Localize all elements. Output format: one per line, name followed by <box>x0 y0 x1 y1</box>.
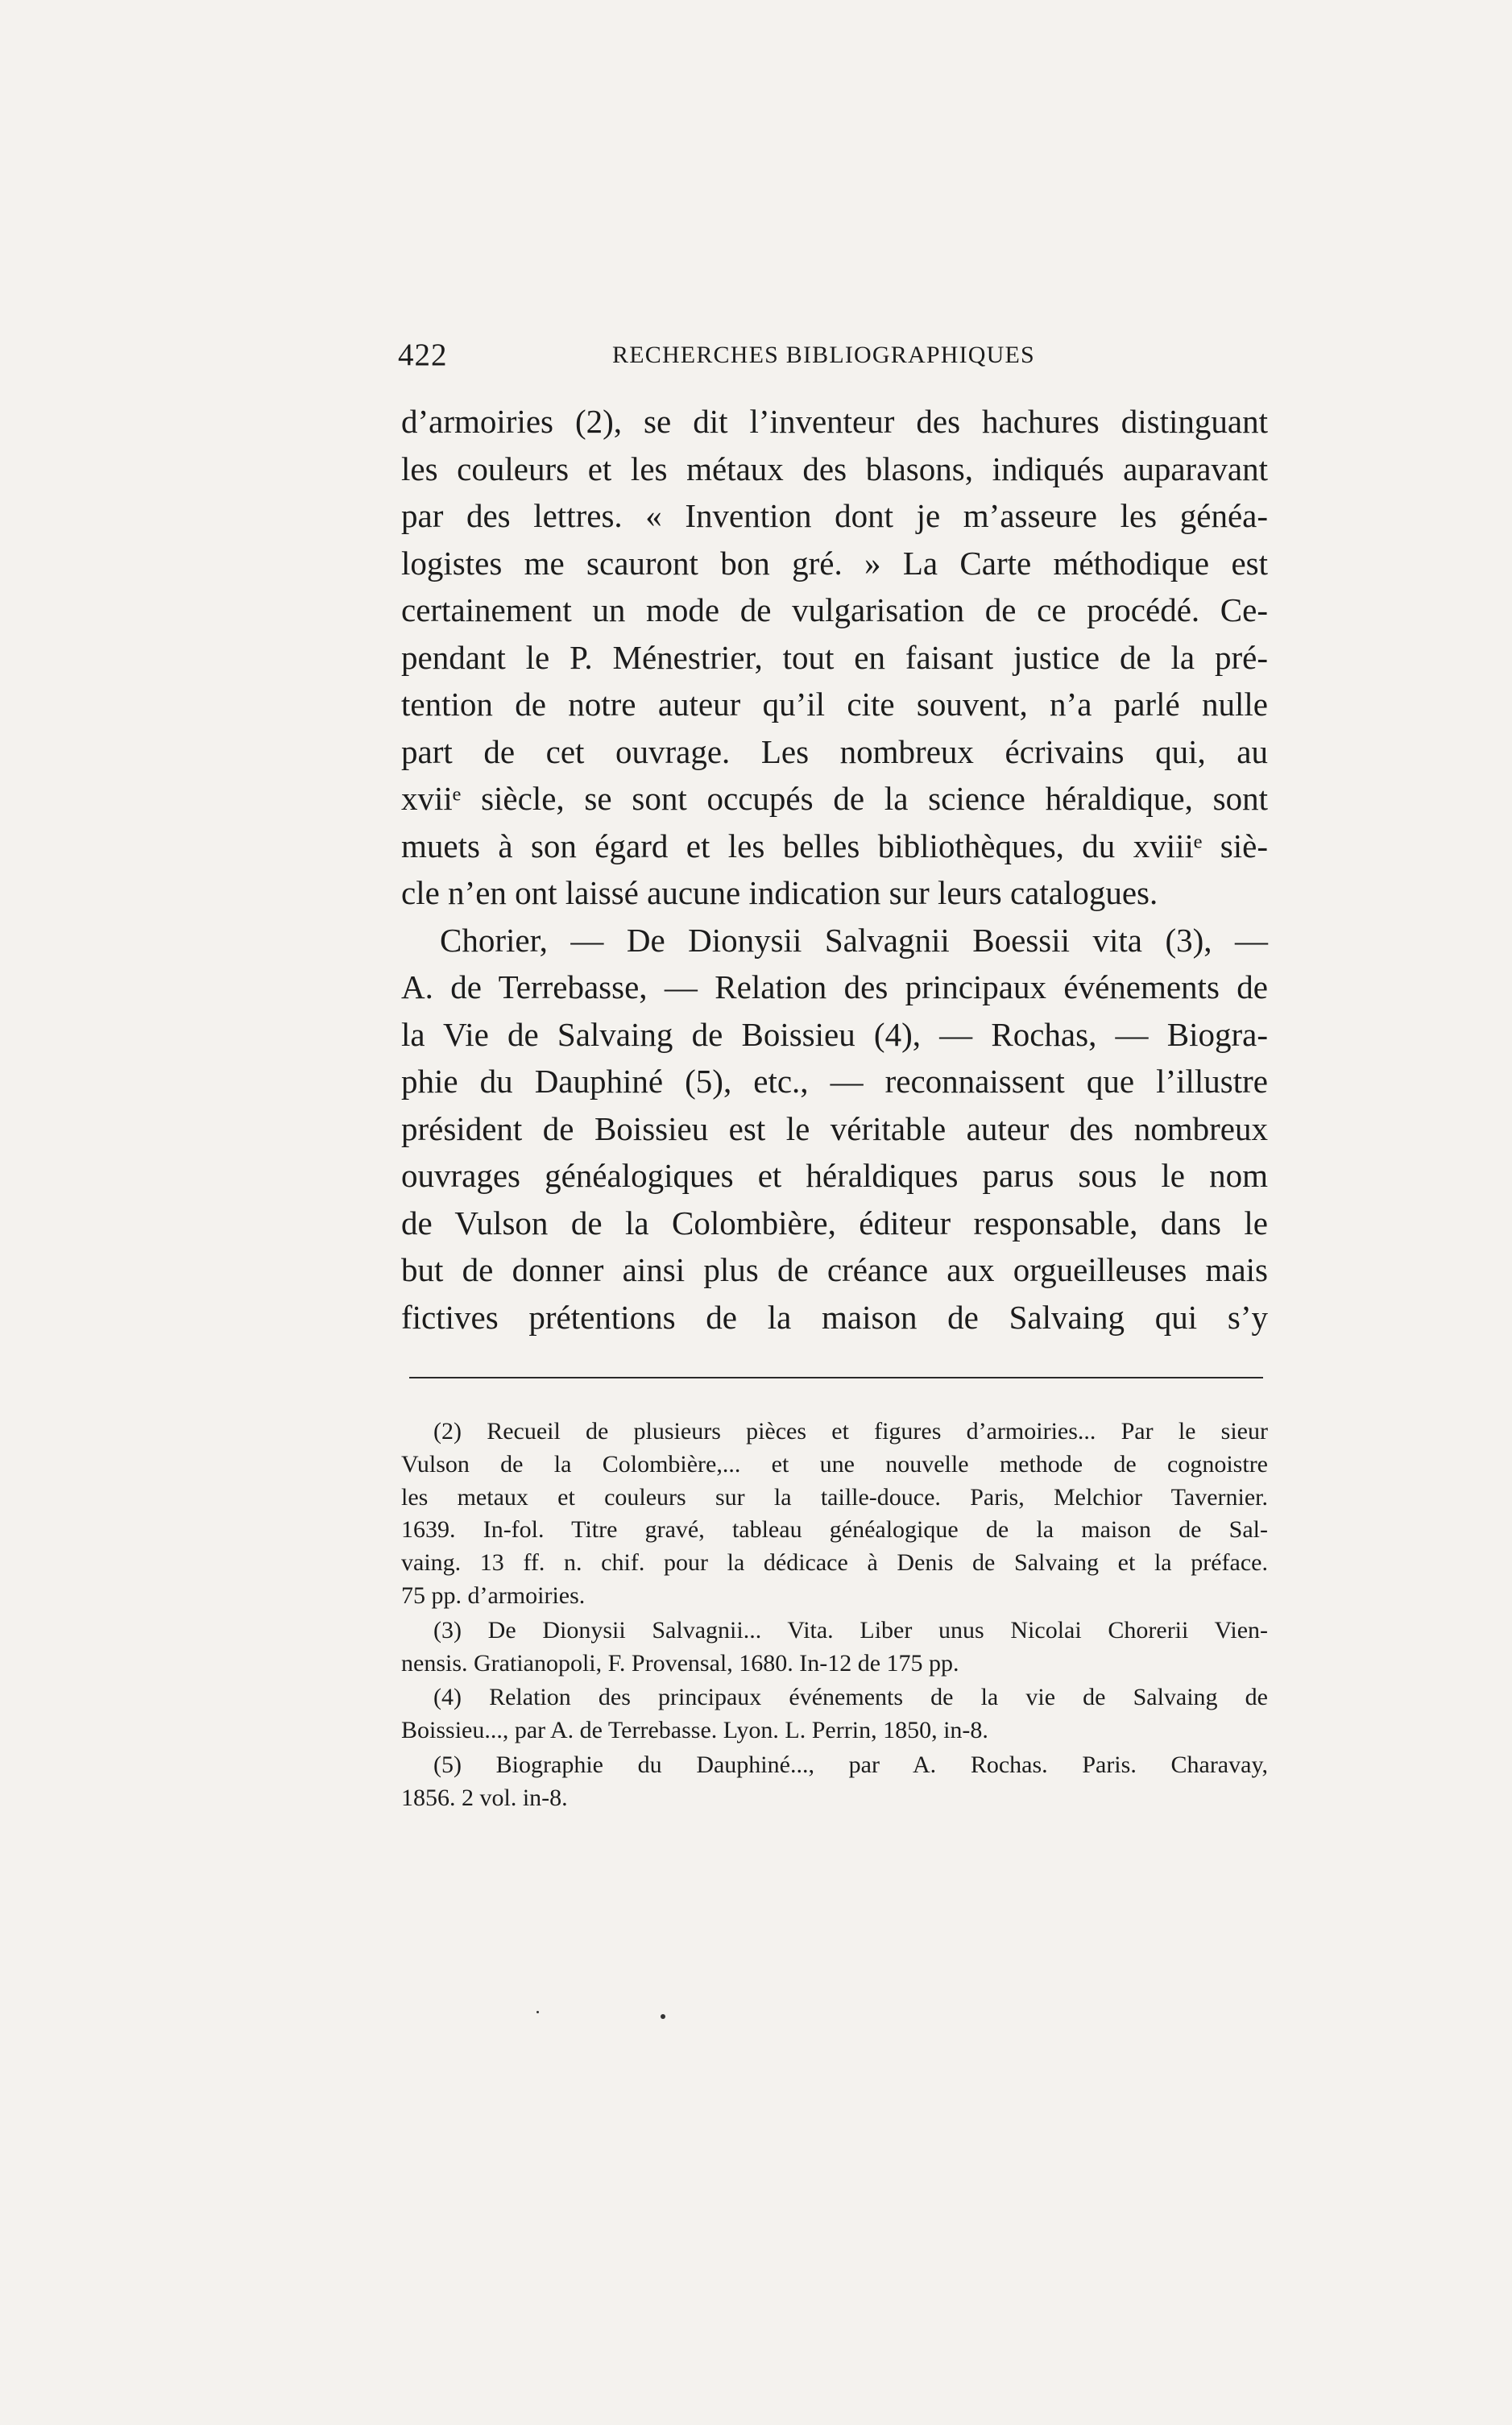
footnote-divider <box>409 1377 1263 1378</box>
text-line: xviiᵉ siècle, se sont occupés de la science héraldique, sont <box>401 780 1268 817</box>
text-line: Chorier, — De Dionysii Salvagnii Boessii vita (3), — <box>440 921 1268 959</box>
text-line: fictives prétentions de la maison de Salvaing qui s’y <box>401 1298 1268 1336</box>
text-line: ouvrages généalogiques et héraldiques parus sous le nom <box>401 1157 1268 1194</box>
ink-speck <box>536 2011 539 2013</box>
text-line: de Vulson de la Colombière, éditeur responsable, dans le <box>401 1204 1268 1242</box>
footnote-5 <box>401 1749 1268 1815</box>
text-line: président de Boissieu est le véritable auteur des nombreux <box>401 1109 1268 1147</box>
text-line: les couleurs et les métaux des blasons, indiqués auparavant <box>401 450 1268 487</box>
footnotes <box>401 1416 1268 1815</box>
text-line: A. de Terrebasse, — Relation des principaux événements de <box>401 968 1268 1005</box>
ink-speck <box>661 2014 665 2019</box>
text-line: cle n’en ont laissé aucune indication sur leurs catalogues. <box>401 874 1158 911</box>
text-line: d’armoiries (2), se dit l’inventeur des hachures distinguant <box>401 403 1268 440</box>
page-number: 422 <box>398 338 448 372</box>
footnote-line: (3) De Dionysii Salvagnii... Vita. Liber unus Nicolai Chorerii Vien- <box>433 1616 1268 1644</box>
text-line: par des lettres. « Invention dont je m’asseure les généa- <box>401 497 1268 534</box>
footnote-line: Vulson de la Colombière,... et une nouvelle methode de cognoistre <box>401 1450 1268 1478</box>
footnote-line: 1856. 2 vol. in-8. <box>401 1784 568 1811</box>
footnote-4 <box>401 1681 1268 1747</box>
footnote-2 <box>401 1416 1268 1613</box>
footnote-3 <box>401 1615 1268 1681</box>
text-line: la Vie de Salvaing de Boissieu (4), — Rochas, — Biogra- <box>401 1015 1268 1053</box>
text-line: muets à son égard et les belles bibliothèques, du xviiiᵉ siè- <box>401 827 1268 864</box>
footnote-line: nensis. Gratianopoli, F. Provensal, 1680. In-12 de 175 pp. <box>401 1649 959 1677</box>
text-line: phie du Dauphiné (5), etc., — reconnaissent que l’illustre <box>401 1063 1268 1100</box>
footnote-line: vaing. 13 ff. n. chif. pour la dédicace à Denis de Salvaing et la préface. <box>401 1549 1268 1577</box>
text-line: pendant le P. Ménestrier, tout en faisant justice de la pré- <box>401 638 1268 676</box>
text-line: logistes me scauront bon gré. » La Carte méthodique est <box>401 544 1268 582</box>
footnote-line: (5) Biographie du Dauphiné..., par A. Rochas. Paris. Charavay, <box>433 1751 1268 1778</box>
running-title: RECHERCHES BIBLIOGRAPHIQUES <box>612 342 1035 368</box>
footnote-line: 75 pp. d’armoiries. <box>401 1581 586 1609</box>
footnote-line: les metaux et couleurs sur la taille-douce. Paris, Melchior Tavernier. <box>401 1483 1268 1511</box>
text-line: tention de notre auteur qu’il cite souvent, n’a parlé nulle <box>401 686 1268 723</box>
footnote-line: (2) Recueil de plusieurs pièces et figures d’armoiries... Par le sieur <box>433 1418 1268 1445</box>
main-text <box>401 398 1268 1341</box>
text-line: but de donner ainsi plus de créance aux orgueilleuses mais <box>401 1251 1268 1288</box>
footnote-line: Boissieu..., par A. de Terrebasse. Lyon. L. Perrin, 1850, in-8. <box>401 1717 988 1744</box>
footnote-line: 1639. In-fol. Titre gravé, tableau généalogique de la maison de Sal- <box>401 1516 1268 1544</box>
text-line: certainement un mode de vulgarisation de ce procédé. Ce- <box>401 591 1268 628</box>
footnote-line: (4) Relation des principaux événements de la vie de Salvaing de <box>433 1684 1268 1711</box>
text-line: part de cet ouvrage. Les nombreux écrivains qui, au <box>401 732 1268 770</box>
